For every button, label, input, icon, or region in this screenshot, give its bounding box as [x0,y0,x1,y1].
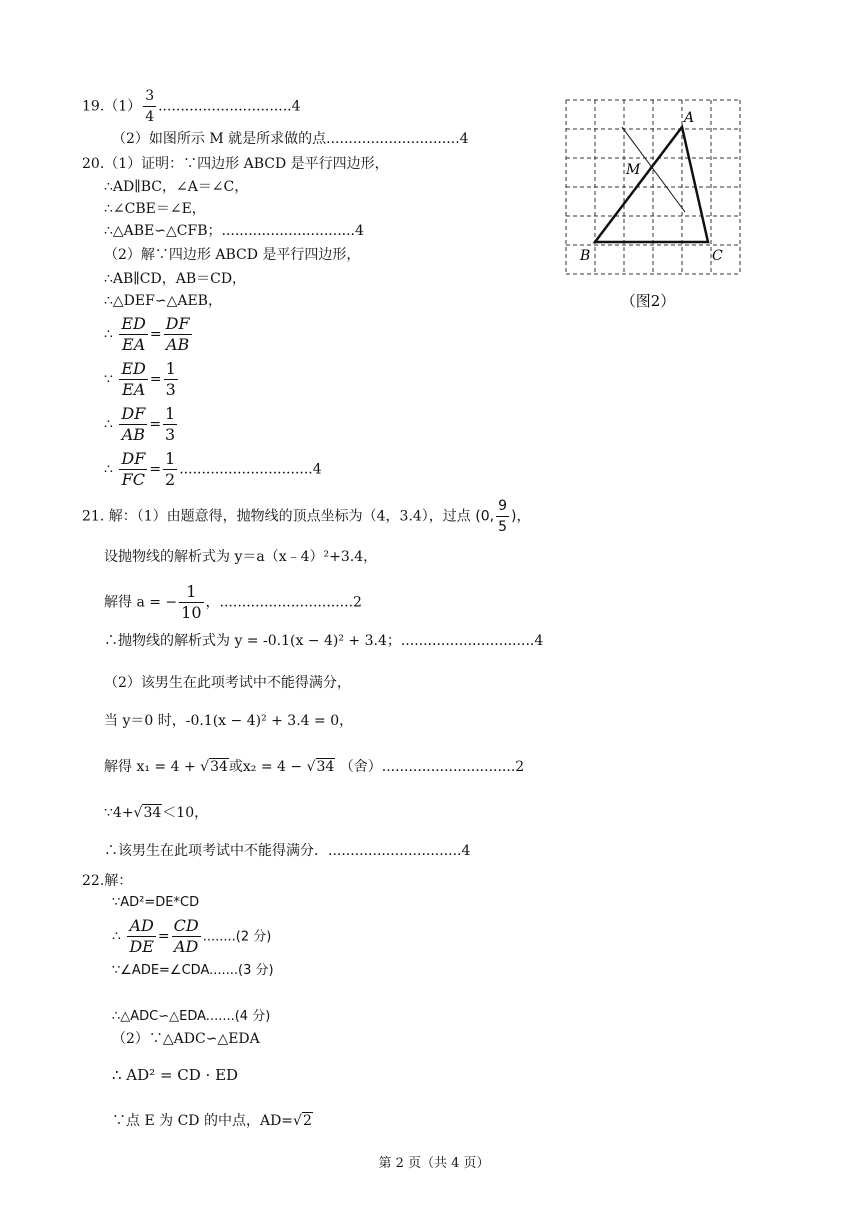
q20-fraction-eq3: ∴ $\frac{DF}{AB}$ = $\frac{1}{3}$ [104,404,176,444]
q21-line5: （2）该男生在此项考试中不能得满分， [104,675,351,691]
q21-line4: ∴抛物线的解析式为 y = -0.1(x − 4)² + 3.4；..............................4 [104,633,544,649]
fraction: $\frac{3}{4}$ [145,88,155,125]
q20-line2: ∴AD∥BC，∠A＝∠C， [104,179,249,195]
q21-line8: ∵4+√34＜10， [104,805,209,821]
q20-line4: ∴△ABE∽△CFB；..............................4 [104,223,364,239]
q22-line0: 22.解： [82,873,133,889]
q22-line1: ∵AD²=DE*CD [112,895,200,910]
q21-line6: 当 y＝0 时，-0.1(x − 4)² + 3.4 = 0， [104,713,354,729]
label-b: B [580,248,591,264]
q20-line3: ∴∠CBE＝∠E， [104,201,206,217]
q19-line1: 19.（1） $\frac{3}{4}$ ..............................4 [82,88,301,125]
q20-line7: ∴△DEF∽△AEB， [104,293,222,309]
label-c: C [712,248,723,264]
label-a: A [684,110,695,126]
q22-fraction-eq: ∴ $\frac{AD}{DE}$ = $\frac{CD}{AD}$ ........(2 分) [112,916,272,956]
q22-line2: ∵∠ADE=∠CDA.......(3 分) [112,963,274,978]
q21-line1: 21. 解：（1）由题意得，抛物线的顶点坐标为（4，3.4），过点 (0, $\frac{9}{5}$ )， [82,498,531,535]
figure-caption: （图2） [620,292,676,310]
q21-line9: ∴该男生在此项考试中不能得满分．..............................4 [104,843,471,859]
q20-fraction-eq2: ∵ $\frac{ED}{EA}$ = $\frac{1}{3}$ [104,359,176,399]
q20-fraction-eq4: ∴ $\frac{DF}{FC}$ = $\frac{1}{2}$ ..............................4 [104,449,322,489]
q20-line5: （2）解∵四边形 ABCD 是平行四边形， [104,247,361,263]
q22-line4: （2）∵△ADC∽△EDA [112,1031,260,1047]
q20-fraction-eq1: ∴ $\frac{ED}{EA}$ = $\frac{DF}{AB}$ [104,314,190,354]
label-m: M [626,162,641,178]
page-footer: 第 2 页（共 4 页） [378,1156,490,1171]
q19-line2: （2）如图所示 M 就是所求做的点..............................4 [112,131,469,147]
q21-line7: 解得 x₁ = 4 + √34或x₂ = 4 − √34 （舍）..............................2 [104,759,525,775]
triangle-abc [595,127,708,242]
q20-line1: 20.（1）证明：∵四边形 ABCD 是平行四边形， [82,156,389,172]
q21-line3: 解得 a = − $\frac{1}{10}$ ，..............................2 [104,582,362,622]
q21-line2: 设抛物线的解析式为 y＝a（x﹣4）²+3.4， [104,549,378,565]
q22-line6: ∵点 E 为 CD 的中点，AD=√2 [112,1113,312,1129]
q22-line5: ∴ AD² = CD · ED [112,1066,239,1084]
q20-line6: ∴AB∥CD，AB＝CD， [104,271,247,287]
q22-line3: ∴△ADC∽△EDA.......(4 分) [112,1009,271,1024]
geometry-figure [560,92,746,317]
